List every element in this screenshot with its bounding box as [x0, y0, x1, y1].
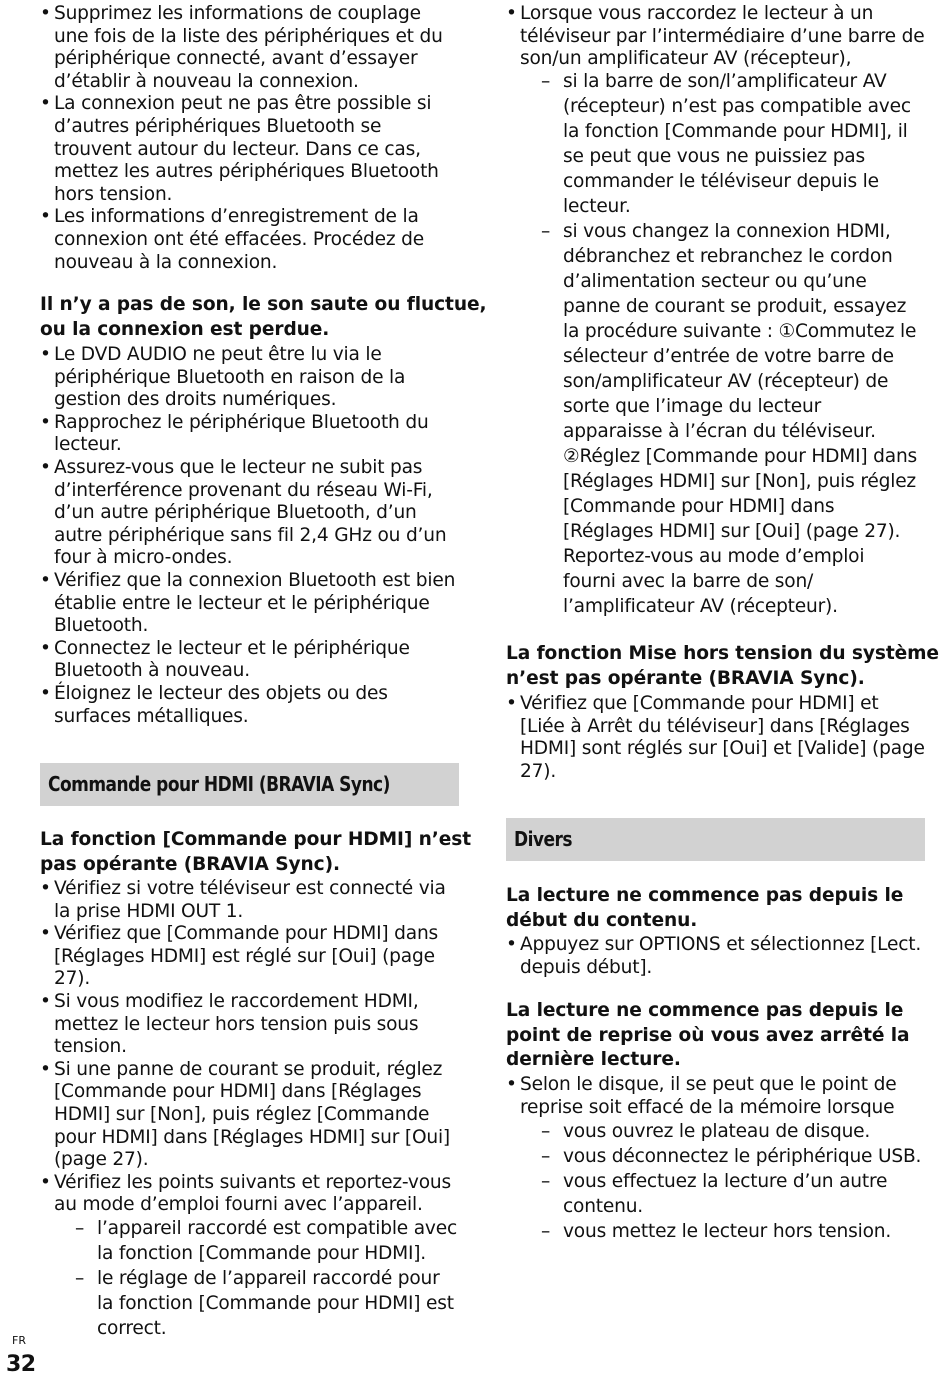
resume-point-sublist	[506, 1119, 926, 1244]
text-line: Bluetooth.	[54, 615, 149, 637]
text-line: [Commande pour HDMI] dans	[563, 496, 835, 517]
text-line: – le réglage de l’appareil raccordé pour	[97, 1268, 440, 1289]
section-header-divers	[506, 818, 925, 861]
bullet-item	[40, 878, 460, 923]
text-line: [Réglages HDMI] sur [Oui] (page 27).	[563, 521, 901, 542]
dash-item	[506, 1219, 926, 1244]
bullet-item	[506, 934, 926, 979]
text-line: ou la connexion est perdue.	[40, 318, 330, 340]
text-line: • Vérifiez que [Commande pour HDMI] et	[520, 693, 879, 714]
text-line: HDMI] sur [Non], puis réglez [Commande	[54, 1103, 430, 1125]
dash-item	[506, 219, 926, 619]
text-line: reprise soit effacé de la mémoire lorsque	[520, 1096, 895, 1118]
text-line: surfaces métalliques.	[54, 705, 249, 727]
text-line: correct.	[97, 1318, 167, 1339]
bullet-item	[506, 1074, 926, 1119]
hdmi-tips-list	[40, 878, 460, 1217]
text-line: depuis début].	[520, 956, 653, 978]
text-line: au mode d’emploi fourni avec l’appareil.	[54, 1194, 423, 1216]
bullet-item	[40, 1059, 460, 1172]
text-line: • Les informations d’enregistrement de la	[54, 206, 419, 228]
text-line: la fonction [Commande pour HDMI] est	[97, 1293, 454, 1314]
language-code: FR	[12, 1334, 26, 1347]
heading-no-sound	[40, 293, 487, 342]
text-line: – l’appareil raccordé est compatible avec	[97, 1218, 457, 1239]
text-line: ②Réglez [Commande pour HDMI] dans	[563, 446, 918, 467]
text-line: la fonction [Commande pour HDMI].	[97, 1243, 427, 1264]
text-line: • Le DVD AUDIO ne peut être lu via le	[54, 344, 382, 365]
text-line: nouveau à la connexion.	[54, 251, 278, 273]
bullet-item	[40, 344, 460, 412]
bullet-item	[506, 3, 926, 71]
text-line: La lecture ne commence pas depuis le	[506, 885, 904, 906]
text-line: pas opérante (BRAVIA Sync).	[40, 853, 340, 875]
no-sound-list	[40, 344, 460, 728]
text-line: lecteur.	[563, 196, 631, 217]
bullet-item	[40, 206, 460, 274]
text-line: débranchez et rebranchez le cordon	[563, 246, 893, 267]
section-title-divers: Divers	[514, 827, 572, 851]
text-line: fourni avec la barre de son/	[563, 571, 814, 592]
text-line: n’est pas opérante (BRAVIA Sync).	[506, 667, 865, 689]
text-line: – vous effectuez la lecture d’un autre	[563, 1171, 888, 1192]
text-line: sélecteur d’entrée de votre barre de	[563, 346, 894, 367]
dash-item	[506, 1144, 926, 1169]
text-line: • Éloignez le lecteur des objets ou des	[54, 682, 388, 704]
bullet-item	[40, 638, 460, 683]
text-line: d’un autre périphérique Bluetooth, d’un	[54, 502, 417, 524]
text-line: (récepteur) n’est pas compatible avec	[563, 96, 911, 117]
text-line: connexion ont été effacées. Procédez de	[54, 228, 425, 250]
text-line: • Vérifiez que [Commande pour HDMI] dans	[54, 923, 439, 945]
bullet-item	[40, 3, 460, 93]
bullet-item	[506, 693, 926, 783]
text-line: Bluetooth à nouveau.	[54, 660, 250, 682]
text-line: gestion des droits numériques.	[54, 389, 337, 411]
text-line: Reportez-vous au mode d’emploi	[563, 546, 865, 567]
text-line: se peut que vous ne puissiez pas	[563, 146, 865, 167]
text-line: • Lorsque vous raccordez le lecteur à un	[520, 3, 874, 24]
text-line: HDMI] sont réglés sur [Oui] et [Valide] (page	[520, 738, 925, 760]
tv-connection-sublist	[506, 69, 926, 619]
text-line: périphérique connecté, avant d’essayer	[54, 48, 418, 70]
text-line: • Vérifiez que la connexion Bluetooth est bien	[54, 569, 456, 591]
text-line: Il n’y a pas de son, le son saute ou fluctue,	[40, 294, 487, 315]
dash-item	[506, 1119, 926, 1144]
bullet-item	[40, 991, 460, 1059]
bullet-item	[40, 570, 460, 638]
heading-power-off	[506, 642, 939, 691]
text-line: établie entre le lecteur et le périphérique	[54, 592, 430, 614]
text-line: d’autres périphériques Bluetooth se	[54, 115, 382, 137]
bullet-item	[40, 1172, 460, 1217]
bullet-item	[40, 683, 460, 728]
dash-item	[40, 1216, 460, 1266]
text-line: lecteur.	[54, 434, 122, 456]
text-line: four à micro-ondes.	[54, 547, 233, 569]
text-line: La lecture ne commence pas depuis le	[506, 1000, 904, 1021]
text-line: • Appuyez sur OPTIONS et sélectionnez [Lect.	[520, 934, 922, 955]
text-line: [Liée à Arrêt du téléviseur] dans [Réglages	[520, 715, 910, 737]
text-line: début du contenu.	[506, 909, 698, 931]
bullet-item	[40, 923, 460, 991]
text-line: [Commande pour HDMI] dans [Réglages	[54, 1081, 422, 1103]
power-off-bullet	[506, 693, 926, 783]
heading-resume-point	[506, 999, 926, 1073]
text-line: • Vérifiez si votre téléviseur est connecté via	[54, 878, 446, 899]
section-title-hdmi: Commande pour HDMI (BRAVIA Sync)	[48, 772, 390, 796]
text-line: d’interférence provenant du réseau Wi-Fi,	[54, 479, 433, 501]
text-line: téléviseur par l’intermédiaire d’une barre de	[520, 25, 925, 47]
text-line: la fonction [Commande pour HDMI], il	[563, 121, 908, 142]
text-line: • Selon le disque, il se peut que le point de	[520, 1074, 897, 1095]
text-line: apparaisse à l’écran du téléviseur.	[563, 421, 876, 442]
bluetooth-tips-list	[40, 3, 460, 274]
text-line: son/un amplificateur AV (récepteur),	[520, 48, 852, 70]
text-line: pour HDMI] dans [Réglages HDMI] sur [Oui]	[54, 1126, 450, 1148]
text-line: • Vérifiez les points suivants et reportez-vous	[54, 1171, 451, 1193]
text-line: hors tension.	[54, 183, 173, 205]
text-line: point de reprise où vous avez arrêté la	[506, 1024, 910, 1046]
text-line: mettez les autres périphériques Bluetooth	[54, 161, 439, 183]
text-line: tension.	[54, 1036, 127, 1058]
text-line: • Rapprochez le périphérique Bluetooth du	[54, 411, 429, 433]
text-line: – vous déconnectez le périphérique USB.	[563, 1146, 922, 1167]
text-line: 27).	[520, 760, 557, 782]
bullet-item	[40, 93, 460, 206]
text-line: trouvent autour du lecteur. Dans ce cas,	[54, 138, 421, 160]
dash-item	[506, 69, 926, 219]
text-line: – si vous changez la connexion HDMI,	[563, 221, 891, 242]
text-line: • Assurez-vous que le lecteur ne subit pas	[54, 456, 423, 478]
text-line: • La connexion peut ne pas être possible si	[54, 93, 432, 115]
text-line: • Supprimez les informations de couplage	[54, 3, 421, 24]
text-line: contenu.	[563, 1196, 643, 1217]
text-line: – vous ouvrez le plateau de disque.	[563, 1121, 871, 1142]
text-line: commander le téléviseur depuis le	[563, 171, 879, 192]
dash-item	[40, 1266, 460, 1341]
bullet-item	[40, 457, 460, 570]
text-line: la prise HDMI OUT 1.	[54, 900, 244, 922]
text-line: mettez le lecteur hors tension puis sous	[54, 1013, 419, 1035]
text-line: la procédure suivante : ①Commutez le	[563, 321, 917, 342]
heading-playback-start	[506, 884, 926, 933]
text-line: sorte que l’image du lecteur	[563, 396, 822, 417]
resume-point-bullet	[506, 1074, 926, 1119]
text-line: l’amplificateur AV (récepteur).	[563, 596, 838, 617]
section-header-hdmi	[40, 763, 459, 806]
text-line: [Réglages HDMI] est réglé sur [Oui] (page	[54, 945, 435, 967]
playback-start-bullet	[506, 934, 926, 979]
hdmi-check-sublist	[40, 1216, 460, 1341]
text-line: • Si vous modifiez le raccordement HDMI,	[54, 990, 419, 1012]
text-line: dernière lecture.	[506, 1049, 681, 1070]
text-line: son/amplificateur AV (récepteur) de	[563, 371, 889, 392]
text-line: 27).	[54, 968, 91, 990]
text-line: d’établir à nouveau la connexion.	[54, 70, 359, 92]
text-line: autre périphérique sans fil 2,4 GHz ou d’un	[54, 524, 447, 546]
text-line: – vous mettez le lecteur hors tension.	[563, 1221, 892, 1242]
page-number: 32	[6, 1352, 36, 1377]
text-line: périphérique Bluetooth en raison de la	[54, 366, 406, 388]
text-line: une fois de la liste des périphériques et du	[54, 25, 443, 47]
text-line: (page 27).	[54, 1149, 149, 1171]
text-line: • Si une panne de courant se produit, réglez	[54, 1058, 443, 1080]
dash-item	[506, 1169, 926, 1219]
text-line: d’alimentation secteur ou qu’une	[563, 271, 867, 292]
bullet-item	[40, 412, 460, 457]
text-line: • Connectez le lecteur et le périphérique	[54, 637, 410, 659]
text-line: – si la barre de son/l’amplificateur AV	[563, 71, 887, 92]
text-line: La fonction [Commande pour HDMI] n’est	[40, 829, 472, 850]
text-line: panne de courant se produit, essayez	[563, 296, 907, 317]
text-line: [Réglages HDMI] sur [Non], puis réglez	[563, 471, 916, 492]
text-line: La fonction Mise hors tension du système	[506, 643, 939, 664]
heading-hdmi-not-working	[40, 828, 472, 877]
tv-connection-bullet	[506, 3, 926, 71]
